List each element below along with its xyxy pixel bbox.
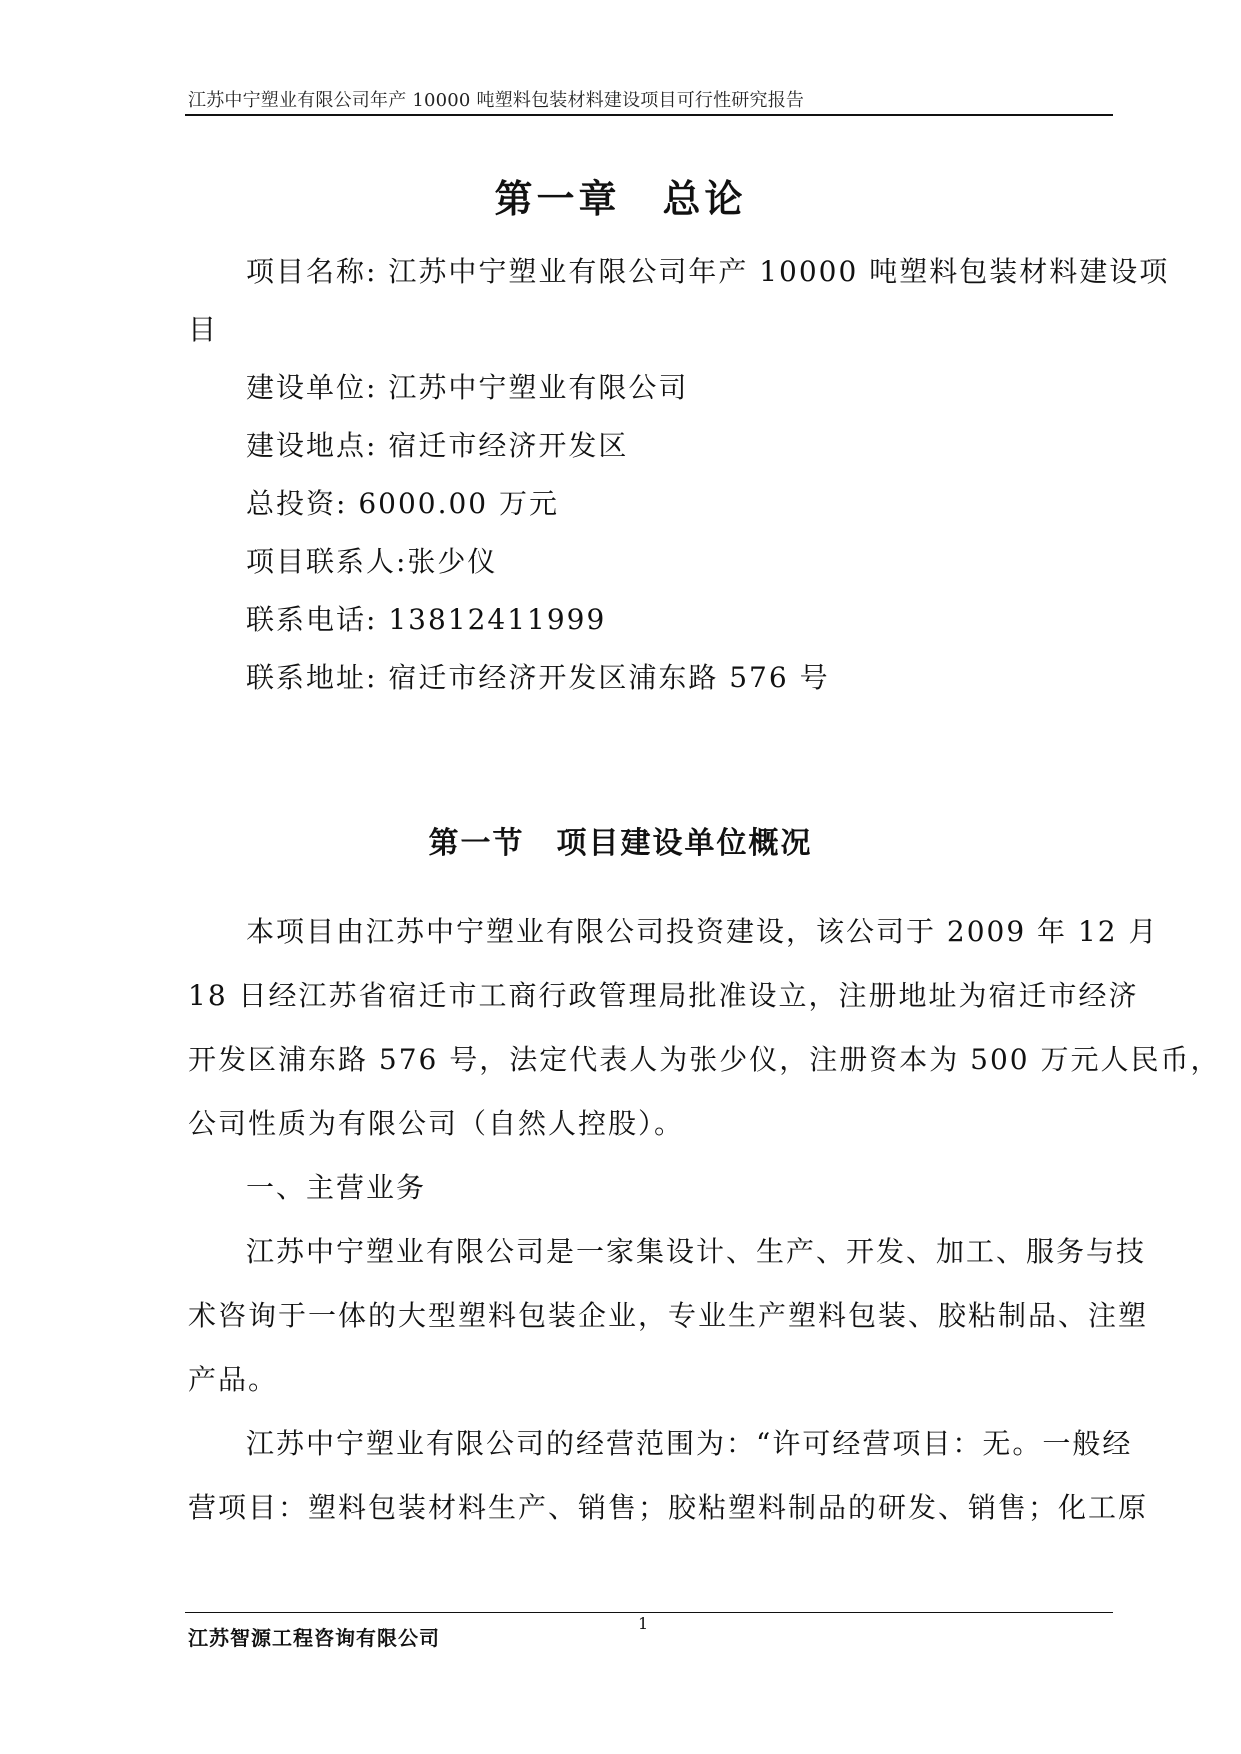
footer-company: 江苏智源工程咨询有限公司 bbox=[188, 1626, 440, 1650]
page-number: 1 bbox=[638, 1614, 649, 1633]
running-header: 江苏中宁塑业有限公司年产 10000 吨塑料包装材料建设项目可行性研究报告 bbox=[188, 90, 805, 111]
investment-line: 总投资: 6000.00 万元 bbox=[246, 487, 560, 520]
paragraph-1-line-3: 开发区浦东路 576 号，法定代表人为张少仪，注册资本为 500 万元人民币， bbox=[188, 1043, 1221, 1076]
address-line: 联系地址: 宿迁市经济开发区浦东路 576 号 bbox=[246, 661, 830, 694]
builder-line: 建设单位: 江苏中宁塑业有限公司 bbox=[246, 371, 689, 404]
paragraph-1-line-1: 本项目由江苏中宁塑业有限公司投资建设，该公司于 2009 年 12 月 bbox=[246, 915, 1159, 948]
header-divider bbox=[185, 114, 1113, 116]
paragraph-1-line-2: 18 日经江苏省宿迁市工商行政管理局批准设立，注册地址为宿迁市经济 bbox=[188, 979, 1139, 1012]
paragraph-2-line-2: 术咨询于一体的大型塑料包装企业，专业生产塑料包装、胶粘制品、注塑 bbox=[188, 1299, 1149, 1332]
paragraph-3-line-1: 江苏中宁塑业有限公司的经营范围为：“许可经营项目：无。一般经 bbox=[246, 1427, 1133, 1460]
phone-line: 联系电话: 13812411999 bbox=[246, 603, 607, 636]
section-title: 第一节 项目建设单位概况 bbox=[428, 826, 813, 861]
paragraph-2-line-3: 产品。 bbox=[188, 1363, 279, 1396]
paragraph-2-line-1: 江苏中宁塑业有限公司是一家集设计、生产、开发、加工、服务与技 bbox=[246, 1235, 1147, 1268]
project-name-line-2: 目 bbox=[188, 313, 219, 346]
paragraph-1-line-4: 公司性质为有限公司（自然人控股）。 bbox=[188, 1107, 685, 1140]
chapter-title: 第一章 总论 bbox=[494, 177, 747, 221]
subheading-main-business: 一、主营业务 bbox=[246, 1171, 427, 1204]
contact-person-line: 项目联系人:张少仪 bbox=[246, 545, 498, 578]
project-name-line-1: 项目名称: 江苏中宁塑业有限公司年产 10000 吨塑料包装材料建设项 bbox=[246, 255, 1170, 288]
location-line: 建设地点: 宿迁市经济开发区 bbox=[246, 429, 629, 462]
footer-divider bbox=[185, 1612, 1113, 1613]
paragraph-3-line-2: 营项目：塑料包装材料生产、销售；胶粘塑料制品的研发、销售；化工原 bbox=[188, 1491, 1149, 1524]
